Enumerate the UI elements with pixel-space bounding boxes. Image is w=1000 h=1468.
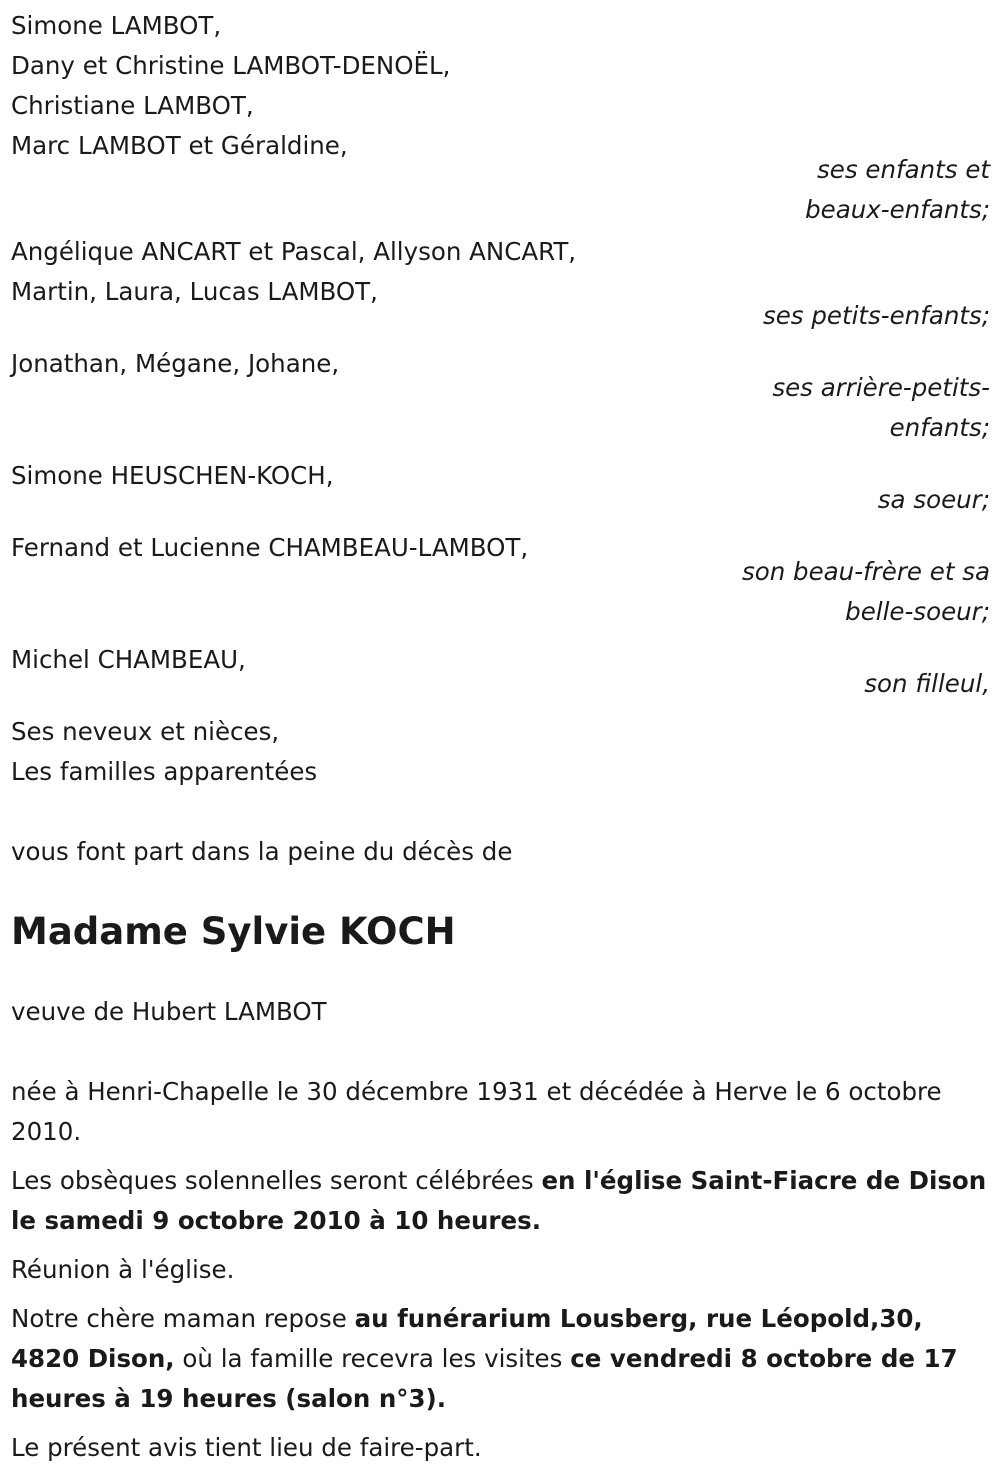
rest-visit-time: ce vendredi 8 octobre de 17 heures à 19 heures (salon n°3).: [11, 1344, 958, 1413]
funeral-details: en l'église Saint-Fiacre de Dison le samedi 9 octobre 2010 à 10 heures.: [11, 1166, 987, 1235]
sister-role: sa soeur;: [877, 485, 990, 514]
rest-middle: où la famille recevra les visites: [174, 1344, 571, 1373]
godson-group: [11, 640, 990, 704]
godson-role: son filleul,: [864, 669, 990, 698]
godson-name: Michel CHAMBEAU,: [11, 645, 246, 674]
in-laws-name: Fernand et Lucienne CHAMBEAU-LAMBOT,: [11, 533, 529, 562]
grandchild-name: Martin, Laura, Lucas LAMBOT,: [11, 277, 378, 306]
sister-name: Simone HEUSCHEN-KOCH,: [11, 461, 334, 490]
child-name: Christiane LAMBOT,: [11, 91, 254, 120]
rest-place: au funérarium Lousberg, rue Léopold,30, 4820 Dison,: [11, 1304, 923, 1373]
announcement-text: vous font part dans la peine du décès de: [11, 837, 513, 866]
great-grandchild-name: Jonathan, Mégane, Johane,: [11, 349, 340, 378]
in-laws-group: [11, 528, 990, 632]
grandchildren-group: [11, 232, 990, 336]
other-relatives-line: Ses neveux et nièces,: [11, 717, 280, 746]
rest-intro: Notre chère maman repose: [11, 1304, 355, 1333]
funeral-intro: Les obsèques solennelles seront célébrées: [11, 1166, 542, 1195]
grandchildren-role: ses petits-enfants;: [762, 301, 990, 330]
great-grandchildren-role-line1: ses arrière-petits-: [772, 373, 990, 402]
in-laws-role-line2: belle-soeur;: [845, 597, 990, 626]
children-group: [11, 0, 990, 230]
grandchild-name: Angélique ANCART et Pascal, Allyson ANCART,: [11, 237, 577, 266]
deceased-name: Madame Sylvie KOCH: [11, 910, 456, 953]
birth-death-text: née à Henri-Chapelle le 30 décembre 1931 et décédée à Herve le 6 octobre 2010.: [11, 1077, 942, 1146]
children-role-line1: ses enfants et: [817, 155, 990, 184]
funeral-paragraph: [11, 1161, 990, 1241]
great-grandchildren-role-line2: enfants;: [889, 413, 990, 442]
child-name: Marc LAMBOT et Géraldine,: [11, 131, 348, 160]
child-name: Simone LAMBOT,: [11, 11, 222, 40]
widow-of-text: veuve de Hubert LAMBOT: [11, 997, 327, 1026]
sister-group: [11, 456, 990, 520]
reunion-text: Réunion à l'église.: [11, 1255, 235, 1284]
closing-text: Le présent avis tient lieu de faire-part.: [11, 1433, 482, 1462]
other-relatives-line: Les familles apparentées: [11, 757, 318, 786]
in-laws-role-line1: son beau-frère et sa: [741, 557, 990, 586]
great-grandchildren-group: [11, 344, 990, 448]
rest-paragraph: [11, 1299, 990, 1419]
children-role-line2: beaux-enfants;: [805, 195, 990, 224]
other-relatives-group: [11, 712, 990, 792]
child-name: Dany et Christine LAMBOT-DENOËL,: [11, 51, 451, 80]
